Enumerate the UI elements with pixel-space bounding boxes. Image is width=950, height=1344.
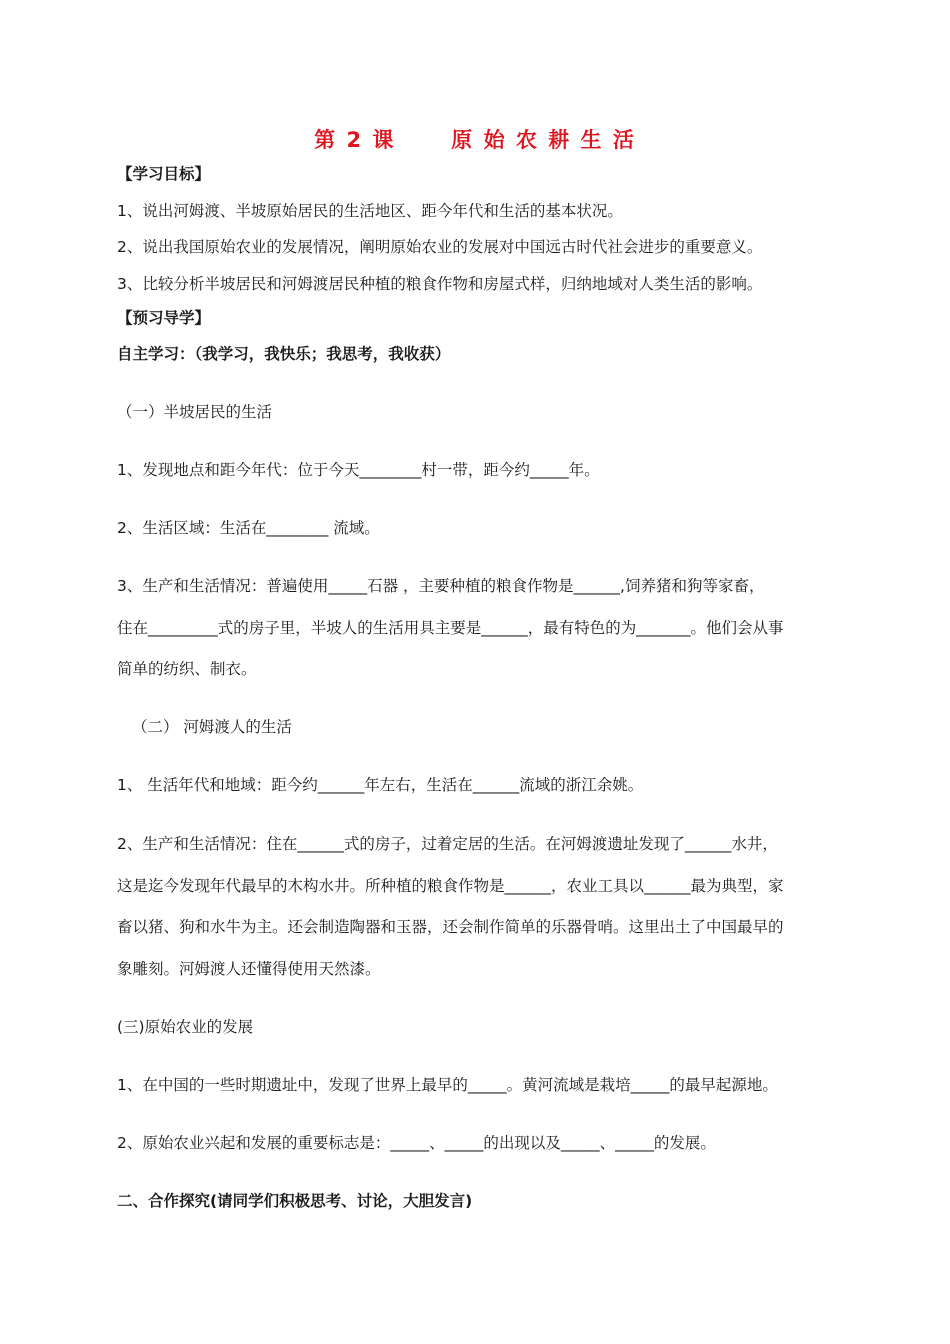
goal-2: 2、说出我国原始农业的发展情况，阐明原始农业的发展对中国远古时代社会进步的重要意义。 [117,238,763,256]
goal-3: 3、比较分析半坡居民和河姆渡居民种植的粮食作物和房屋式样，归纳地域对人类生活的影响。 [117,275,763,293]
section-2-item-1: 1、 生活年代和地域：距今约______年左右，生活在______流域的浙江余姚。 [117,776,644,794]
section-2-item-2: 2、生产和生活情况：住在______式的房子，过着定居的生活。在河姆渡遗址发现了______水井， [117,835,778,853]
section-1-heading: （一）半坡居民的生活 [117,403,273,421]
part-2-heading: 二、合作探究(请同学们积极思考、讨论，大胆发言) [117,1192,473,1210]
goals-header: 【学习目标】 [117,165,211,183]
section-1-item-3-cont: 住在_________式的房子里，半坡人的生活用具主要是______，最有特色的为_______。他们会从事 [117,619,784,637]
self-study-line: 自主学习：（我学习，我快乐；我思考，我收获） [117,345,451,363]
page-title: 第 2 课 原 始 农 耕 生 活 [314,128,636,152]
section-1-item-3-end: 简单的纺织、制衣。 [117,660,257,678]
section-2-item-2-end: 象雕刻。河姆渡人还懂得使用天然漆。 [117,960,381,978]
section-1-item-3: 3、生产和生活情况：普遍使用_____石器 ，主要种植的粮食作物是______,饲养猪和狗等家畜， [117,577,765,595]
section-3-item-1: 1、在中国的一些时期遗址中，发现了世界上最早的_____。黄河流域是栽培_____的最早起源地。 [117,1076,778,1094]
section-2-heading: （二） 河姆渡人的生活 [132,718,292,736]
section-3-item-2: 2、原始农业兴起和发展的重要标志是：_____、_____的出现以及_____、_____的发展。 [117,1134,716,1152]
section-2-item-2-cont2: 畜以猪、狗和水牛为主。还会制造陶器和玉器，还会制作简单的乐器骨哨。这里出土了中国最早的 [117,918,784,936]
section-1-item-1: 1、发现地点和距今年代：位于今天________村一带，距今约_____年。 [117,461,600,479]
goal-1: 1、说出河姆渡、半坡原始居民的生活地区、距今年代和生活的基本状况。 [117,202,623,220]
preview-header: 【预习导学】 [117,309,211,327]
section-2-item-2-cont1: 这是迄今发现年代最早的木构水井。所种植的粮食作物是______，农业工具以______最为典型，家 [117,877,784,895]
section-3-heading: (三)原始农业的发展 [117,1018,254,1036]
section-1-item-2: 2、生活区域：生活在________ 流域。 [117,519,380,537]
